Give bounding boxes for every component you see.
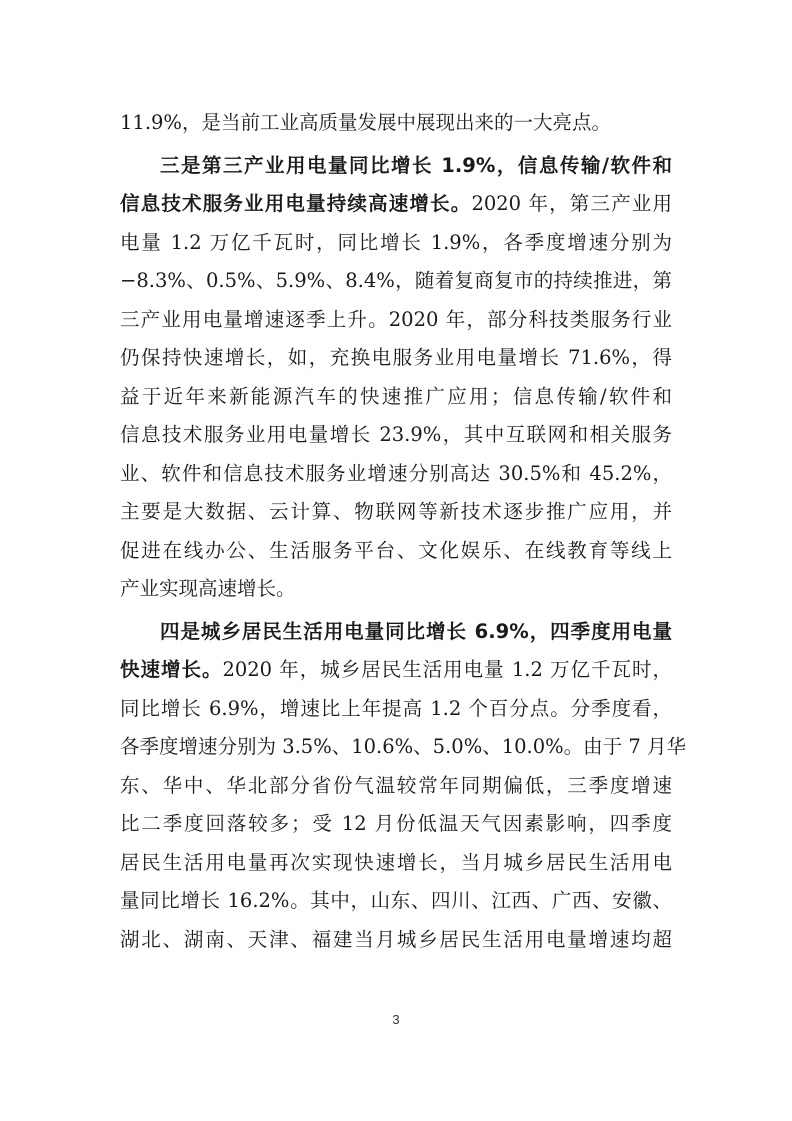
line-text: 仍保持快速增长，如，充换电服务业用电量增长 71.6%，得 (120, 346, 672, 369)
line-text: 居民生活用电量再次实现快速增长，当月城乡居民生活用电 (120, 850, 672, 874)
text-line (120, 416, 672, 455)
text-line (120, 728, 686, 767)
page-number: 3 (392, 1012, 400, 1027)
text-line (120, 262, 672, 301)
paragraph-heading: 信息技术服务业用电量持续高速增长。 (120, 192, 472, 215)
line-text: 促进在线办公、生活服务平台、文化娱乐、在线教育等线上 (120, 538, 672, 562)
line-text: 电量 1.2 万亿千瓦时，同比增长 1.9%，各季度增速分别为 (120, 230, 672, 254)
line-text: 11.9%，是当前工业高质量发展中展现出来的一大亮点。 (120, 111, 611, 134)
text-line (120, 455, 672, 494)
text-line (120, 651, 672, 690)
line-text: 2020 年，第三产业用 (471, 192, 672, 215)
text-line (120, 185, 672, 224)
text-line (120, 147, 672, 186)
document-body (120, 104, 686, 959)
line-text: 信息技术服务业用电量增长 23.9%，其中互联网和相关服务 (120, 423, 672, 446)
line-text: 同比增长 6.9%，增速比上年提高 1.2 个百分点。分季度看， (120, 696, 672, 720)
text-line (120, 690, 672, 729)
line-text: 产业实现高速增长。 (120, 577, 296, 600)
text-line (120, 805, 672, 844)
text-line (120, 613, 672, 652)
line-text: 主要是大数据、云计算、物联网等新技术逐步推广应用，并 (120, 500, 672, 523)
text-line (120, 882, 672, 921)
text-line (120, 767, 672, 806)
line-text: 业、软件和信息技术服务业增速分别高达 30.5%和 45.2%， (120, 461, 672, 485)
paragraph-2 (120, 147, 672, 609)
line-text: 湖北、湖南、天津、福建当月城乡居民生活用电量增速均超 (120, 927, 672, 951)
line-text: 东、华中、华北部分省份气温较常年同期偏低，三季度增速 (120, 773, 672, 797)
line-text: 益于近年来新能源汽车的快速推广应用；信息传输/软件和 (120, 384, 672, 408)
paragraph-heading: 快速增长。 (120, 658, 223, 681)
text-line (120, 301, 672, 340)
paragraph-3 (120, 613, 686, 960)
text-line (120, 532, 672, 571)
line-text: 量同比增长 16.2%。其中，山东、四川、江西、广西、安徽、 (120, 889, 672, 912)
text-line (120, 493, 672, 532)
text-line (120, 339, 672, 378)
line-text: 各季度增速分别为 3.5%、10.6%、5.0%、10.0%。由于 7 月华 (120, 735, 686, 758)
line-text: 三产业用电量增速逐季上升。2020 年，部分科技类服务行业 (120, 307, 672, 331)
text-line (120, 104, 672, 143)
paragraph-heading: 四是城乡居民生活用电量同比增长 6.9%，四季度用电量 (160, 619, 672, 643)
paragraph-heading: 三是第三产业用电量同比增长 1.9%，信息传输/软件和 (160, 153, 672, 177)
text-line (120, 378, 672, 417)
text-line (120, 224, 672, 263)
text-line (120, 844, 672, 883)
line-text: −8.3%、0.5%、5.9%、8.4%，随着复商复市的持续推进，第 (120, 269, 672, 292)
paragraph-1 (120, 104, 672, 143)
text-line (120, 570, 672, 609)
text-line (120, 921, 672, 960)
line-text: 比二季度回落较多；受 12 月份低温天气因素影响，四季度 (120, 812, 672, 835)
line-text: 2020 年，城乡居民生活用电量 1.2 万亿千瓦时， (222, 658, 672, 681)
